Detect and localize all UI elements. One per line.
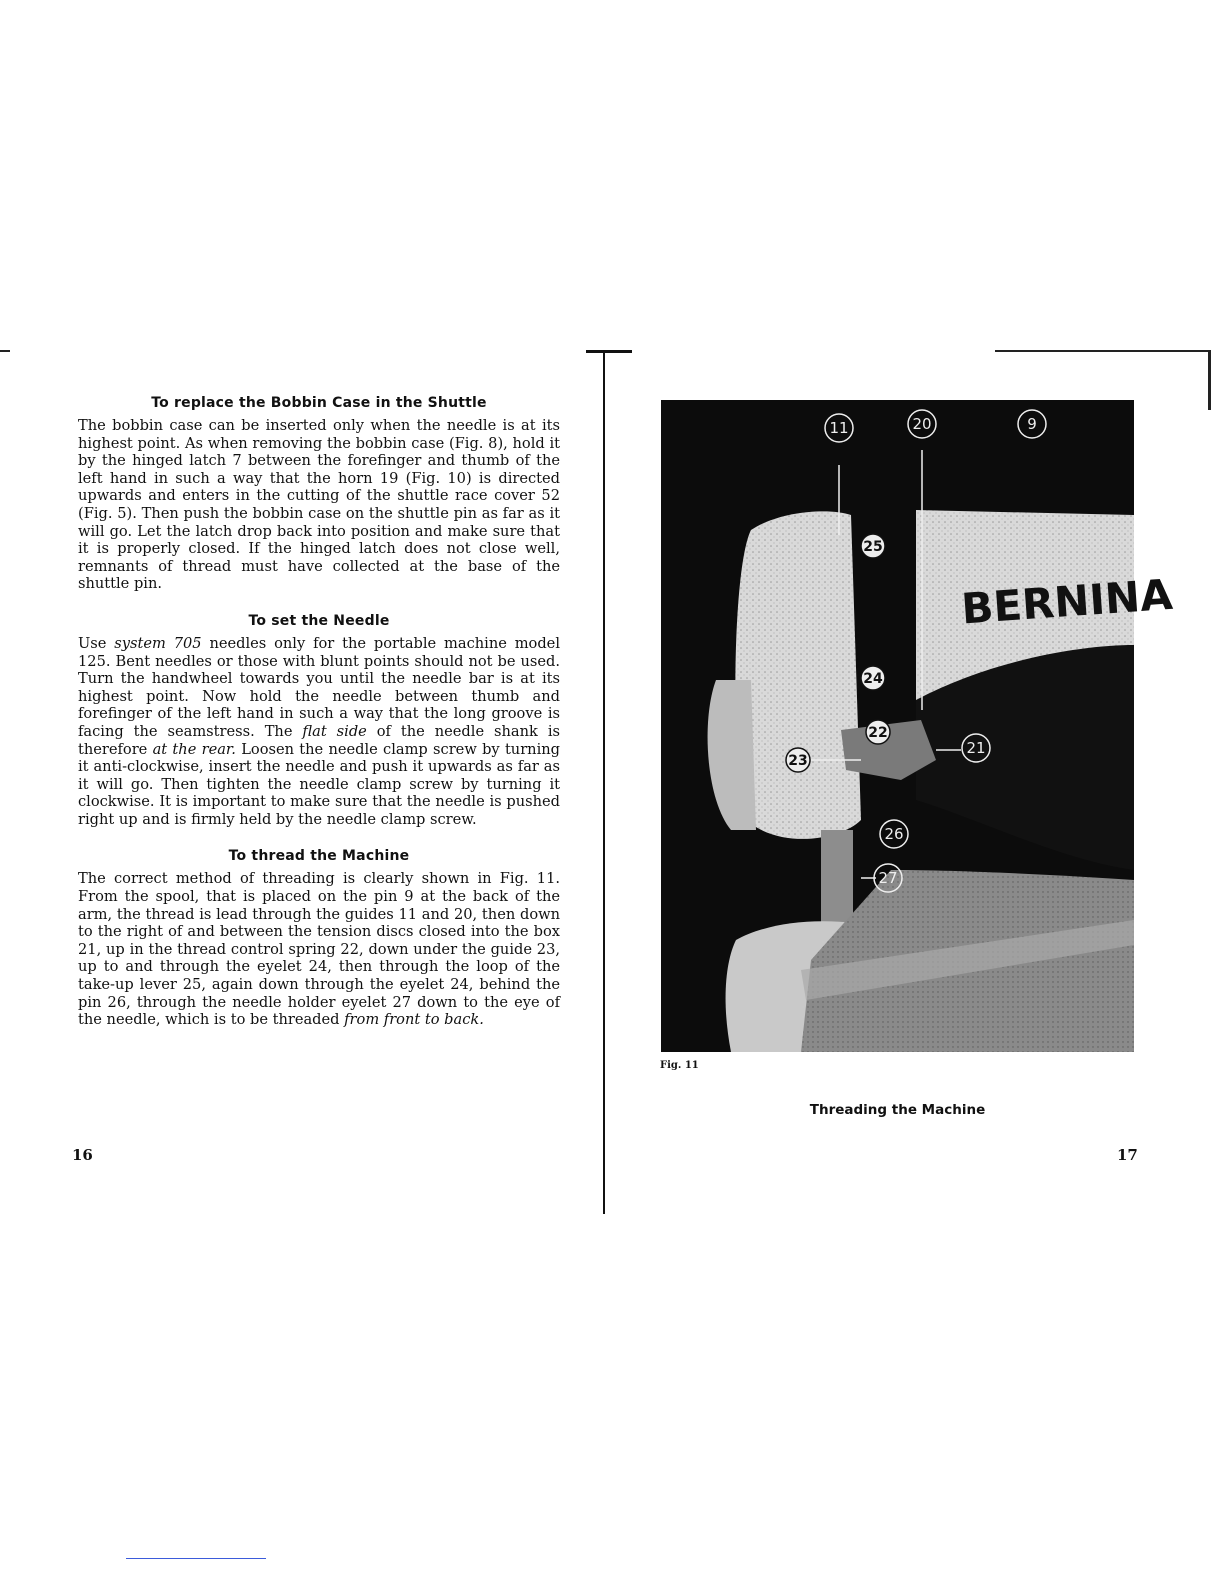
svg-text:9: 9 xyxy=(1027,415,1037,433)
sewing-machine-photo xyxy=(661,400,1175,1052)
callout-22 xyxy=(866,720,890,744)
figure-caption: Threading the Machine xyxy=(809,1102,986,1118)
section-title-threading: To thread the Machine xyxy=(228,848,410,865)
section-title-needle: To set the Needle xyxy=(248,612,390,629)
section-body-threading: The correct method of threading is clearly shown in Fig. 11. From the spool, that is placed on the pin 9 at the back of the arm, the thread is lead through the guides 11 and 20, then down to the right of and between the tension discs closed into the box 21, up in the thread control spring 22, down under the guide 23, up to and through the eyelet 24, then through the loop of the take-up lever 25, again down through the eyelet 24, behind the pin 26, through the needle holder eyelet 27 down to the eye of the needle, which is to be threaded from front to back. xyxy=(78,870,560,1029)
left-page xyxy=(78,395,560,1049)
svg-text:23: 23 xyxy=(788,753,808,769)
svg-text:27: 27 xyxy=(878,869,898,887)
page-number-left: 16 xyxy=(72,1146,93,1164)
page-gutter xyxy=(603,352,605,1214)
svg-text:20: 20 xyxy=(912,415,932,433)
crop-mark-top-right xyxy=(995,350,1210,352)
callout-25 xyxy=(861,534,885,558)
page-number-right: 17 xyxy=(1117,1146,1138,1164)
svg-text:26: 26 xyxy=(884,825,904,843)
callout-24 xyxy=(861,666,885,690)
callout-23 xyxy=(786,748,810,772)
svg-text:24: 24 xyxy=(863,671,883,687)
figure-label: Fig. 11 xyxy=(660,1060,699,1071)
svg-text:11: 11 xyxy=(829,419,849,437)
brand-logo: BERNINA xyxy=(959,569,1175,634)
section-body-bobbin-case: The bobbin case can be inserted only when the needle is at its highest point. As when removing the bobbin case (Fig. 8), hold it by the hinged latch 7 between the forefinger and thumb of the left hand in such a way that the horn 19 (Fig. 10) is directed upwards and enters in the cutting of the shuttle race cover 52 (Fig. 5). Then push the bobbin case on the shuttle pin as far as it will go. Let the latch drop back into position and make sure that it is properly closed. If the hinged latch does not close well, remnants of thread must have collected at the base of the shuttle pin. xyxy=(78,417,560,593)
gutter-top-mark xyxy=(586,350,632,353)
svg-text:25: 25 xyxy=(863,539,883,555)
svg-text:21: 21 xyxy=(966,739,986,757)
crop-mark-right xyxy=(1208,350,1211,410)
svg-text:22: 22 xyxy=(868,725,888,741)
section-title-bobbin-case: To replace the Bobbin Case in the Shuttle xyxy=(151,395,487,411)
crop-mark-left xyxy=(0,350,10,352)
section-body-needle: Use system 705 needles only for the portable machine model 125. Bent needles or those with blunt points should not be used. Turn the handwheel towards you until the needle bar is at its highest point. Now hold the needle between thumb and forefinger of the left hand in such a way that the long groove is facing the seamstress. The flat side of the needle shank is therefore at the rear. Loosen the needle clamp screw by turning it anti-clockwise, insert the needle and push it upwards as far as it will go. Then tighten the needle clamp screw by turning it clockwise. It is important to make sure that the needle is pushed right up and is firmly held by the needle clamp screw. xyxy=(78,634,560,828)
bottom-rule xyxy=(126,1558,266,1559)
